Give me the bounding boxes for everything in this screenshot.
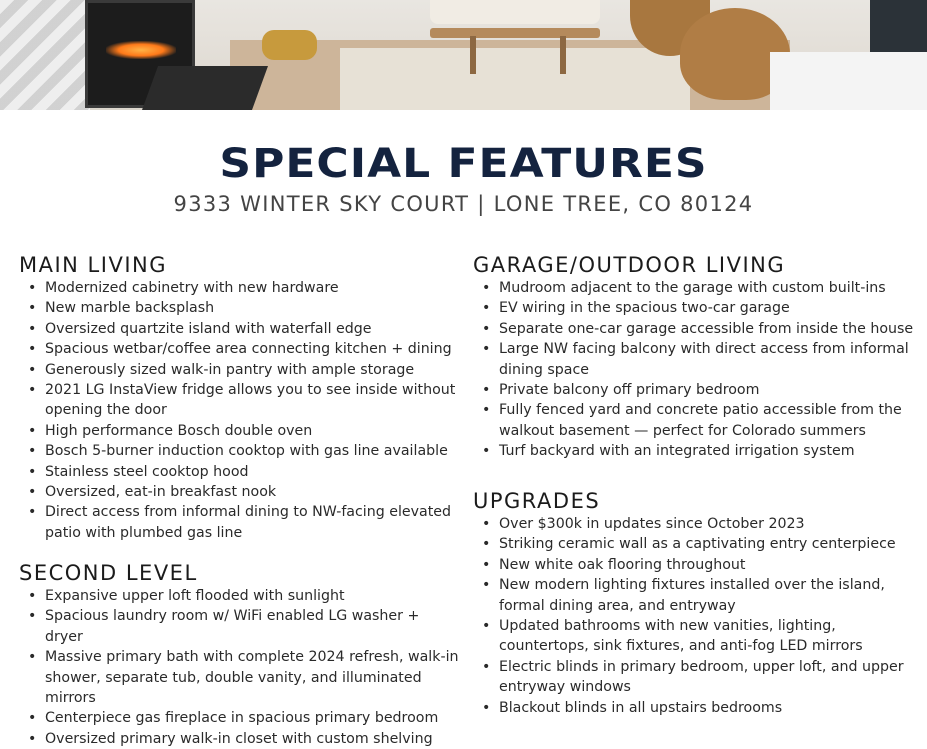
hearth	[142, 66, 268, 110]
list-item: • Turf backyard with an integrated irrigation system	[473, 441, 918, 461]
list-item: • Modernized cabinetry with new hardware	[19, 278, 459, 298]
section-heading: SECOND LEVEL	[19, 561, 198, 585]
property-address: 9333 WINTER SKY COURT | LONE TREE, CO 80124	[173, 192, 754, 216]
list-item: • New white oak flooring throughout	[473, 555, 918, 575]
list-item: • 2021 LG InstaView fridge allows you to see inside without opening the door	[19, 380, 459, 421]
stone-wall	[0, 0, 90, 110]
upgrades-section	[473, 488, 918, 718]
list-item: • Spacious laundry room w/ WiFi enabled LG washer + dryer	[19, 606, 459, 647]
hero-photo	[0, 0, 927, 110]
fire-icon	[106, 41, 176, 59]
section-heading: GARAGE/OUTDOOR LIVING	[473, 253, 786, 277]
list-item: • High performance Bosch double oven	[19, 421, 459, 441]
window	[870, 0, 927, 52]
list-item: • Centerpiece gas fireplace in spacious primary bedroom	[19, 708, 459, 728]
feature-list	[19, 586, 459, 749]
list-item: • Expansive upper loft flooded with sunlight	[19, 586, 459, 606]
section-heading: MAIN LIVING	[19, 253, 167, 277]
list-item: • Updated bathrooms with new vanities, lighting, countertops, sink fixtures, and anti-fog LED mirrors	[473, 616, 918, 657]
list-item: • Direct access from informal dining to NW-facing elevated patio with plumbed gas line	[19, 502, 459, 543]
list-item: • Spacious wetbar/coffee area connecting kitchen + dining	[19, 339, 459, 359]
pillow	[262, 30, 317, 60]
coffee-table-leg	[470, 36, 476, 74]
list-item: • Oversized primary walk-in closet with custom shelving	[19, 729, 459, 749]
list-item: • Striking ceramic wall as a captivating entry centerpiece	[473, 534, 918, 554]
list-item: • Massive primary bath with complete 2024 refresh, walk-in shower, separate tub, double vanity, and illuminated mirrors	[19, 647, 459, 708]
list-item: • Electric blinds in primary bedroom, upper loft, and upper entryway windows	[473, 657, 918, 698]
list-item: • EV wiring in the spacious two-car garage	[473, 298, 918, 318]
list-item: • Oversized, eat-in breakfast nook	[19, 482, 459, 502]
feature-list	[473, 514, 918, 718]
list-item: • Stainless steel cooktop hood	[19, 462, 459, 482]
list-item: • Private balcony off primary bedroom	[473, 380, 918, 400]
sofa	[430, 0, 600, 24]
list-item: • Blackout blinds in all upstairs bedrooms	[473, 698, 918, 718]
kitchen-counter	[770, 52, 927, 110]
rug	[340, 48, 690, 110]
feature-list	[19, 278, 459, 543]
list-item: • Over $300k in updates since October 2023	[473, 514, 918, 534]
feature-list	[473, 278, 918, 462]
list-item: • Oversized quartzite island with waterfall edge	[19, 319, 459, 339]
list-item: • New modern lighting fixtures installed over the island, formal dining area, and entryway	[473, 575, 918, 616]
section-heading: UPGRADES	[473, 489, 601, 513]
list-item: • Bosch 5-burner induction cooktop with gas line available	[19, 441, 459, 461]
list-item: • New marble backsplash	[19, 298, 459, 318]
coffee-table	[430, 28, 600, 38]
list-item: • Generously sized walk-in pantry with ample storage	[19, 360, 459, 380]
list-item: • Separate one-car garage accessible from inside the house	[473, 319, 918, 339]
main-living-section	[19, 252, 459, 543]
page-title: SPECIAL FEATURES	[219, 140, 708, 187]
list-item: • Large NW facing balcony with direct access from informal dining space	[473, 339, 918, 380]
garage-outdoor-section	[473, 252, 918, 462]
list-item: • Fully fenced yard and concrete patio accessible from the walkout basement — perfect for Colorado summers	[473, 400, 918, 441]
second-level-section	[19, 560, 459, 749]
coffee-table-leg	[560, 36, 566, 74]
list-item: • Mudroom adjacent to the garage with custom built-ins	[473, 278, 918, 298]
